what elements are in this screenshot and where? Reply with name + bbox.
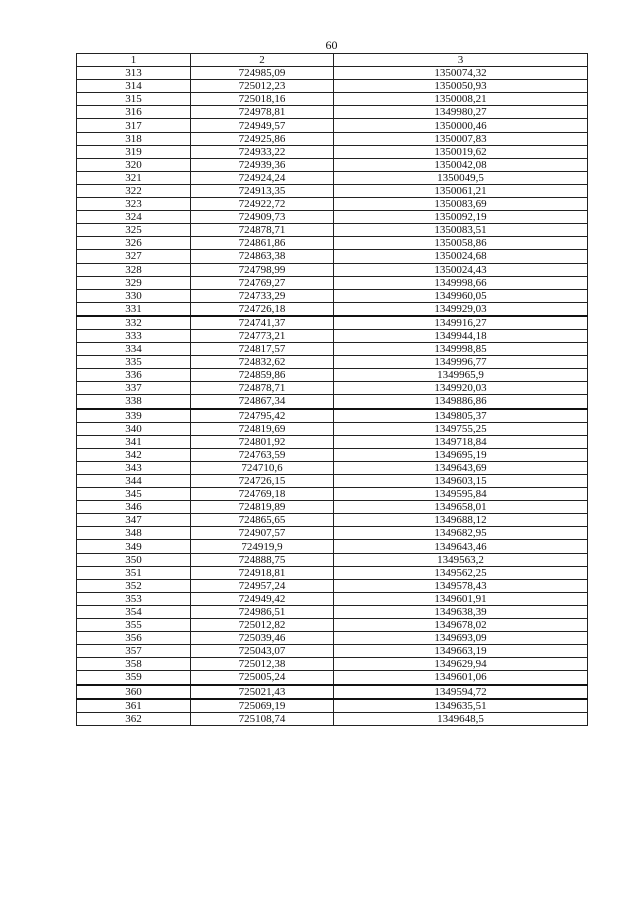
point-number-cell: 322 xyxy=(77,184,191,197)
table-row xyxy=(77,316,588,330)
table-row xyxy=(77,527,588,540)
point-number-cell: 359 xyxy=(77,671,191,685)
table-row xyxy=(77,93,588,106)
x-coordinate-cell: 724922,72 xyxy=(191,198,334,211)
point-number-cell: 326 xyxy=(77,237,191,250)
y-coordinate-cell: 1349965,9 xyxy=(334,369,588,382)
point-number-cell: 362 xyxy=(77,712,191,725)
table-row xyxy=(77,475,588,488)
point-number-cell: 328 xyxy=(77,263,191,276)
point-number-cell: 344 xyxy=(77,475,191,488)
point-number-cell: 341 xyxy=(77,435,191,448)
table-row xyxy=(77,632,588,645)
x-coordinate-cell: 724913,35 xyxy=(191,184,334,197)
table-row xyxy=(77,329,588,342)
x-coordinate-cell: 724925,86 xyxy=(191,132,334,145)
y-coordinate-cell: 1350083,51 xyxy=(334,224,588,237)
y-coordinate-cell: 1349638,39 xyxy=(334,605,588,618)
point-number-cell: 356 xyxy=(77,632,191,645)
table-row xyxy=(77,224,588,237)
x-coordinate-cell: 725021,43 xyxy=(191,685,334,699)
x-coordinate-cell: 724832,62 xyxy=(191,356,334,369)
table-row xyxy=(77,605,588,618)
table-row xyxy=(77,514,588,527)
point-number-cell: 320 xyxy=(77,158,191,171)
table-row xyxy=(77,712,588,725)
y-coordinate-cell: 1349594,72 xyxy=(334,685,588,699)
table-row xyxy=(77,132,588,145)
table-row xyxy=(77,171,588,184)
point-number-cell: 337 xyxy=(77,382,191,395)
table-row xyxy=(77,422,588,435)
table-row xyxy=(77,106,588,119)
table-row xyxy=(77,645,588,658)
point-number-cell: 342 xyxy=(77,448,191,461)
point-number-cell: 323 xyxy=(77,198,191,211)
y-coordinate-cell: 1349929,03 xyxy=(334,302,588,316)
x-coordinate-cell: 724939,36 xyxy=(191,158,334,171)
y-coordinate-cell: 1349643,46 xyxy=(334,540,588,553)
x-coordinate-cell: 724798,99 xyxy=(191,263,334,276)
table-row xyxy=(77,211,588,224)
table-row xyxy=(77,276,588,289)
point-number-cell: 346 xyxy=(77,501,191,514)
table-row xyxy=(77,409,588,423)
y-coordinate-cell: 1350074,32 xyxy=(334,67,588,80)
x-coordinate-cell: 725005,24 xyxy=(191,671,334,685)
table-row xyxy=(77,263,588,276)
y-coordinate-cell: 1349693,09 xyxy=(334,632,588,645)
table-row xyxy=(77,501,588,514)
point-number-cell: 351 xyxy=(77,566,191,579)
x-coordinate-cell: 724801,92 xyxy=(191,435,334,448)
table-row xyxy=(77,461,588,474)
y-coordinate-cell: 1349916,27 xyxy=(334,316,588,330)
x-coordinate-cell: 724769,18 xyxy=(191,488,334,501)
point-number-cell: 317 xyxy=(77,119,191,132)
y-coordinate-cell: 1349658,01 xyxy=(334,501,588,514)
point-number-cell: 333 xyxy=(77,329,191,342)
header-column-2: 2 xyxy=(191,54,334,67)
table-row xyxy=(77,699,588,713)
table-row xyxy=(77,67,588,80)
table-row xyxy=(77,198,588,211)
y-coordinate-cell: 1349601,06 xyxy=(334,671,588,685)
x-coordinate-cell: 724859,86 xyxy=(191,369,334,382)
point-number-cell: 355 xyxy=(77,619,191,632)
point-number-cell: 361 xyxy=(77,699,191,713)
table-row xyxy=(77,289,588,302)
y-coordinate-cell: 1349563,2 xyxy=(334,553,588,566)
y-coordinate-cell: 1349805,37 xyxy=(334,409,588,423)
point-number-cell: 316 xyxy=(77,106,191,119)
y-coordinate-cell: 1349688,12 xyxy=(334,514,588,527)
table-row xyxy=(77,250,588,263)
y-coordinate-cell: 1349643,69 xyxy=(334,461,588,474)
table-row xyxy=(77,553,588,566)
table-row xyxy=(77,540,588,553)
x-coordinate-cell: 724861,86 xyxy=(191,237,334,250)
point-number-cell: 348 xyxy=(77,527,191,540)
x-coordinate-cell: 724918,81 xyxy=(191,566,334,579)
table-row xyxy=(77,685,588,699)
table-row xyxy=(77,592,588,605)
x-coordinate-cell: 724909,73 xyxy=(191,211,334,224)
y-coordinate-cell: 1349562,25 xyxy=(334,566,588,579)
table-row xyxy=(77,184,588,197)
table-row xyxy=(77,158,588,171)
point-number-cell: 349 xyxy=(77,540,191,553)
point-number-cell: 332 xyxy=(77,316,191,330)
table-row xyxy=(77,119,588,132)
point-number-cell: 327 xyxy=(77,250,191,263)
y-coordinate-cell: 1350019,62 xyxy=(334,145,588,158)
table-row xyxy=(77,671,588,685)
x-coordinate-cell: 724710,6 xyxy=(191,461,334,474)
page-number: 60 xyxy=(325,38,338,52)
x-coordinate-cell: 724769,27 xyxy=(191,276,334,289)
x-coordinate-cell: 724878,71 xyxy=(191,224,334,237)
y-coordinate-cell: 1350024,68 xyxy=(334,250,588,263)
header-column-3: 3 xyxy=(334,54,588,67)
x-coordinate-cell: 724733,29 xyxy=(191,289,334,302)
point-number-cell: 338 xyxy=(77,395,191,409)
table-body xyxy=(77,67,588,726)
x-coordinate-cell: 725043,07 xyxy=(191,645,334,658)
point-number-cell: 345 xyxy=(77,488,191,501)
point-number-cell: 330 xyxy=(77,289,191,302)
x-coordinate-cell: 725012,38 xyxy=(191,658,334,671)
x-coordinate-cell: 725039,46 xyxy=(191,632,334,645)
y-coordinate-cell: 1349601,91 xyxy=(334,592,588,605)
x-coordinate-cell: 724924,24 xyxy=(191,171,334,184)
x-coordinate-cell: 724888,75 xyxy=(191,553,334,566)
point-number-cell: 343 xyxy=(77,461,191,474)
y-coordinate-cell: 1349998,85 xyxy=(334,343,588,356)
table-row xyxy=(77,343,588,356)
table-row xyxy=(77,488,588,501)
table-row xyxy=(77,369,588,382)
point-number-cell: 324 xyxy=(77,211,191,224)
y-coordinate-cell: 1349629,94 xyxy=(334,658,588,671)
x-coordinate-cell: 724863,38 xyxy=(191,250,334,263)
point-number-cell: 335 xyxy=(77,356,191,369)
x-coordinate-cell: 724817,57 xyxy=(191,343,334,356)
point-number-cell: 357 xyxy=(77,645,191,658)
y-coordinate-cell: 1349920,03 xyxy=(334,382,588,395)
table-row xyxy=(77,619,588,632)
point-number-cell: 314 xyxy=(77,80,191,93)
x-coordinate-cell: 724978,81 xyxy=(191,106,334,119)
x-coordinate-cell: 724907,57 xyxy=(191,527,334,540)
x-coordinate-cell: 724795,42 xyxy=(191,409,334,423)
point-number-cell: 354 xyxy=(77,605,191,618)
x-coordinate-cell: 724919,9 xyxy=(191,540,334,553)
y-coordinate-cell: 1349682,95 xyxy=(334,527,588,540)
header-column-1: 1 xyxy=(77,54,191,67)
x-coordinate-cell: 724949,42 xyxy=(191,592,334,605)
table-row xyxy=(77,448,588,461)
point-number-cell: 336 xyxy=(77,369,191,382)
x-coordinate-cell: 724763,59 xyxy=(191,448,334,461)
table-row xyxy=(77,302,588,316)
x-coordinate-cell: 724867,34 xyxy=(191,395,334,409)
table-row xyxy=(77,356,588,369)
y-coordinate-cell: 1349996,77 xyxy=(334,356,588,369)
table-row xyxy=(77,566,588,579)
x-coordinate-cell: 724741,37 xyxy=(191,316,334,330)
y-coordinate-cell: 1350058,86 xyxy=(334,237,588,250)
x-coordinate-cell: 725018,16 xyxy=(191,93,334,106)
table-row xyxy=(77,237,588,250)
y-coordinate-cell: 1350000,46 xyxy=(334,119,588,132)
point-number-cell: 340 xyxy=(77,422,191,435)
x-coordinate-cell: 724726,15 xyxy=(191,475,334,488)
table-row xyxy=(77,579,588,592)
point-number-cell: 329 xyxy=(77,276,191,289)
point-number-cell: 325 xyxy=(77,224,191,237)
table-row xyxy=(77,658,588,671)
y-coordinate-cell: 1349695,19 xyxy=(334,448,588,461)
y-coordinate-cell: 1350024,43 xyxy=(334,263,588,276)
y-coordinate-cell: 1349944,18 xyxy=(334,329,588,342)
y-coordinate-cell: 1350083,69 xyxy=(334,198,588,211)
point-number-cell: 313 xyxy=(77,67,191,80)
point-number-cell: 353 xyxy=(77,592,191,605)
point-number-cell: 350 xyxy=(77,553,191,566)
point-number-cell: 358 xyxy=(77,658,191,671)
y-coordinate-cell: 1350061,21 xyxy=(334,184,588,197)
y-coordinate-cell: 1349595,84 xyxy=(334,488,588,501)
y-coordinate-cell: 1350050,93 xyxy=(334,80,588,93)
table-header xyxy=(77,54,588,67)
y-coordinate-cell: 1349998,66 xyxy=(334,276,588,289)
x-coordinate-cell: 724985,09 xyxy=(191,67,334,80)
y-coordinate-cell: 1350092,19 xyxy=(334,211,588,224)
x-coordinate-cell: 725108,74 xyxy=(191,712,334,725)
y-coordinate-cell: 1350049,5 xyxy=(334,171,588,184)
x-coordinate-cell: 724819,69 xyxy=(191,422,334,435)
table-row xyxy=(77,145,588,158)
x-coordinate-cell: 724865,65 xyxy=(191,514,334,527)
table-row xyxy=(77,435,588,448)
x-coordinate-cell: 725012,23 xyxy=(191,80,334,93)
y-coordinate-cell: 1349578,43 xyxy=(334,579,588,592)
point-number-cell: 318 xyxy=(77,132,191,145)
coordinates-table xyxy=(76,53,588,726)
table-row xyxy=(77,80,588,93)
y-coordinate-cell: 1349678,02 xyxy=(334,619,588,632)
point-number-cell: 352 xyxy=(77,579,191,592)
y-coordinate-cell: 1350042,08 xyxy=(334,158,588,171)
x-coordinate-cell: 724949,57 xyxy=(191,119,334,132)
x-coordinate-cell: 724819,89 xyxy=(191,501,334,514)
y-coordinate-cell: 1349886,86 xyxy=(334,395,588,409)
point-number-cell: 339 xyxy=(77,409,191,423)
x-coordinate-cell: 724773,21 xyxy=(191,329,334,342)
y-coordinate-cell: 1349648,5 xyxy=(334,712,588,725)
x-coordinate-cell: 724878,71 xyxy=(191,382,334,395)
y-coordinate-cell: 1350008,21 xyxy=(334,93,588,106)
point-number-cell: 347 xyxy=(77,514,191,527)
table-row xyxy=(77,395,588,409)
y-coordinate-cell: 1350007,83 xyxy=(334,132,588,145)
x-coordinate-cell: 725069,19 xyxy=(191,699,334,713)
point-number-cell: 321 xyxy=(77,171,191,184)
x-coordinate-cell: 724933,22 xyxy=(191,145,334,158)
y-coordinate-cell: 1349603,15 xyxy=(334,475,588,488)
x-coordinate-cell: 724726,18 xyxy=(191,302,334,316)
point-number-cell: 334 xyxy=(77,343,191,356)
y-coordinate-cell: 1349980,27 xyxy=(334,106,588,119)
point-number-cell: 319 xyxy=(77,145,191,158)
table-row xyxy=(77,382,588,395)
point-number-cell: 315 xyxy=(77,93,191,106)
x-coordinate-cell: 725012,82 xyxy=(191,619,334,632)
point-number-cell: 360 xyxy=(77,685,191,699)
x-coordinate-cell: 724957,24 xyxy=(191,579,334,592)
y-coordinate-cell: 1349718,84 xyxy=(334,435,588,448)
x-coordinate-cell: 724986,51 xyxy=(191,605,334,618)
header-row xyxy=(77,54,588,67)
y-coordinate-cell: 1349635,51 xyxy=(334,699,588,713)
y-coordinate-cell: 1349755,25 xyxy=(334,422,588,435)
y-coordinate-cell: 1349663,19 xyxy=(334,645,588,658)
point-number-cell: 331 xyxy=(77,302,191,316)
y-coordinate-cell: 1349960,05 xyxy=(334,289,588,302)
